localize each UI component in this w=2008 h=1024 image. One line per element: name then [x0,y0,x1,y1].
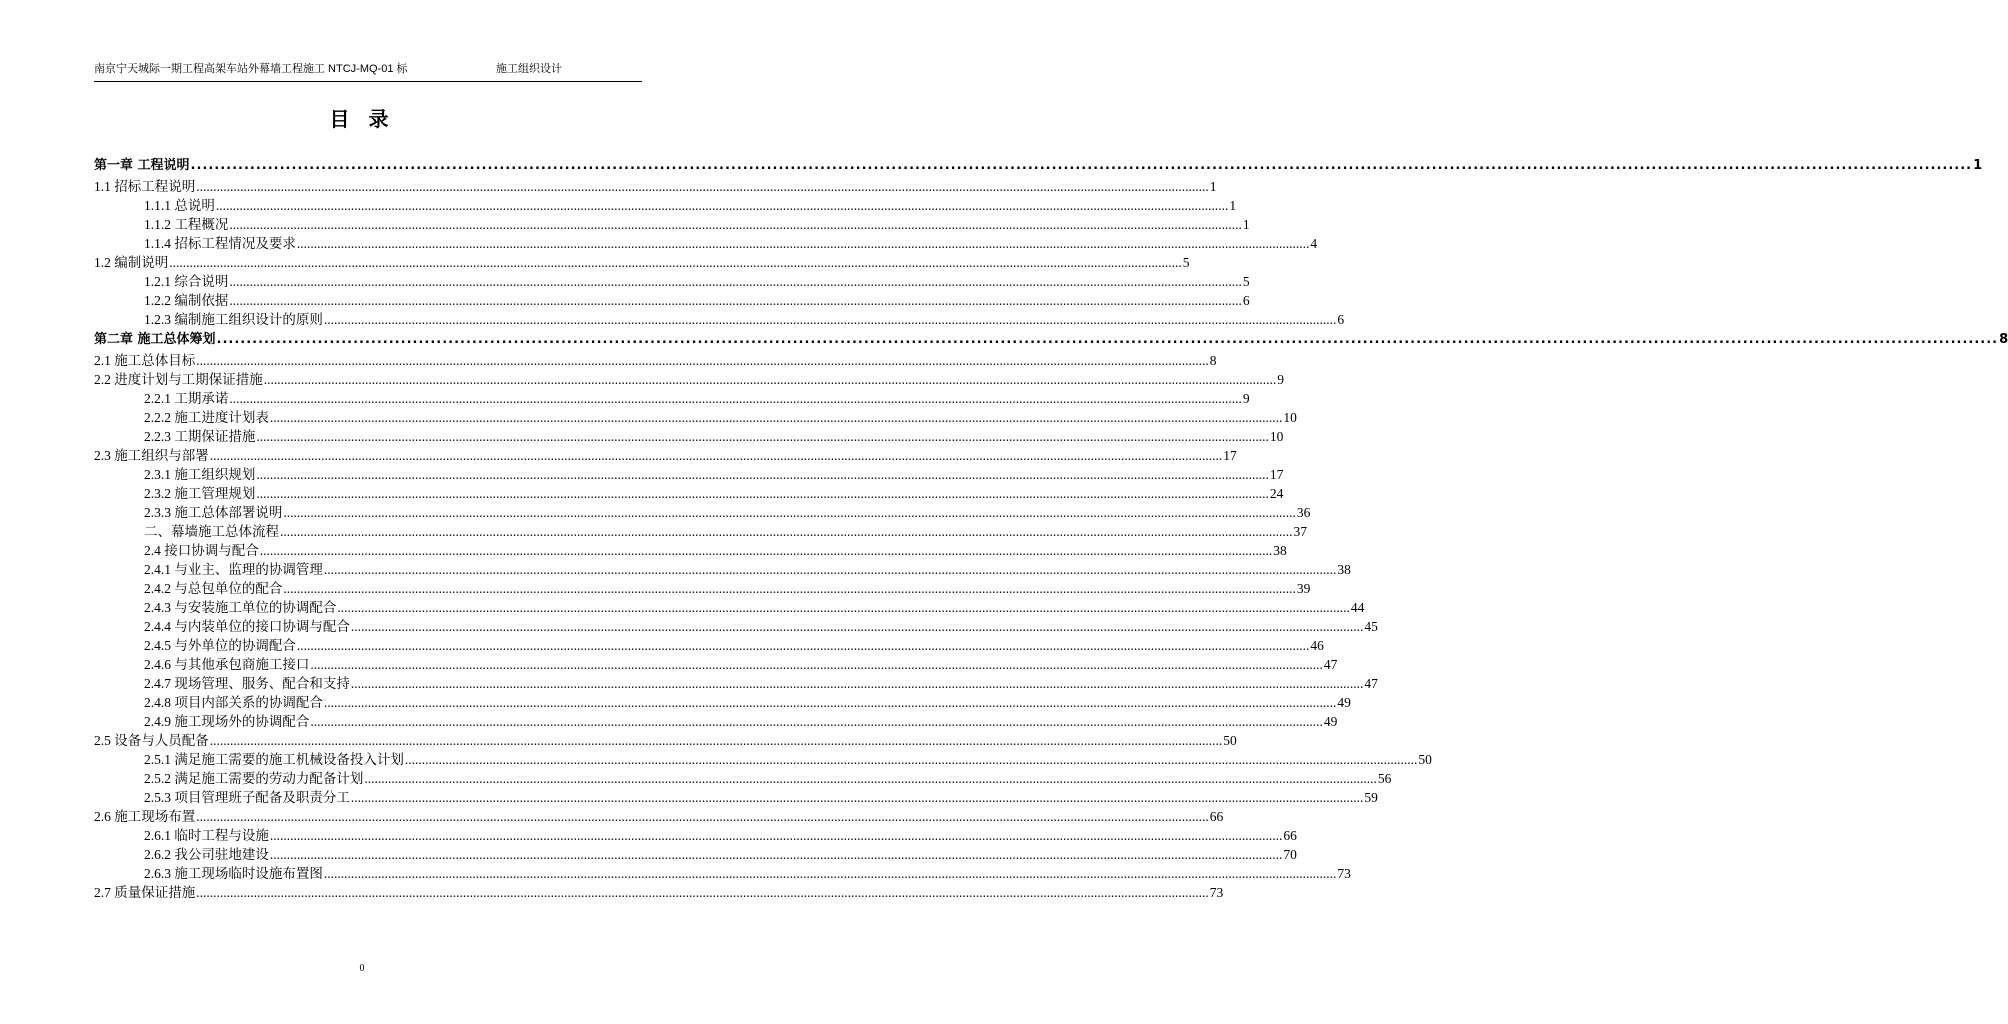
toc-entry-label: 2.2.2 施工进度计划表 [144,410,269,425]
toc-dot-leader: ............................................................................................................................................................................................................................................................................................................ [310,714,1323,729]
toc-entry[interactable] [94,655,1338,674]
toc-entry[interactable] [94,522,1307,541]
toc-entry-page: 1 [1209,179,1217,194]
toc-entry-page: 73 [1209,885,1224,900]
toc-entry-label: 2.1 施工总体目标 [94,353,196,368]
toc-entry-page: 50 [1418,752,1432,767]
toc-entry-page: 45 [1364,619,1378,634]
toc-title: 目 录 [329,107,395,131]
toc-entry-page: 38 [1337,562,1351,577]
toc-entry-label: 1.2.1 综合说明 [144,274,229,289]
toc-entry-label: 2.2.1 工期承诺 [144,391,229,406]
toc-dot-leader: ............................................................................................................................................................................................................................................................................................................ [229,217,1242,232]
toc-entry-label: 2.6.3 施工现场临时设施布置图 [144,866,323,881]
toc-entry-label: 2.3.3 施工总体部署说明 [144,505,283,520]
toc-dot-leader: ............................................................................................................................................................................................................................................................................................................ [169,255,1182,270]
toc-entry-page: 39 [1296,581,1311,596]
toc-dot-leader: ............................................................................................................................................................................................................................................................................................................ [350,676,1364,691]
toc-entry-label: 2.4.1 与业主、监理的协调管理 [144,562,323,577]
toc-entry-page: 50 [1223,733,1237,748]
toc-entry-page: 8 [1209,353,1217,368]
toc-entry-label: 2.5.2 满足施工需要的劳动力配备计划 [144,771,364,786]
toc-entry-page: 73 [1337,866,1351,881]
toc-entry[interactable] [94,864,1351,883]
toc-entry-page: 36 [1296,505,1311,520]
header-project-title: 南京宁天城际一期工程高架车站外幕墙工程施工 NTCJ-MQ-01 标 [94,63,408,75]
toc-chapter-entry[interactable] [94,155,1983,177]
toc-dot-leader: ............................................................................................................................................................................................................................................................................................................ [196,179,1209,194]
toc-entry-label: 2.3 施工组织与部署 [94,448,209,463]
toc-entry[interactable] [94,484,1284,503]
toc-entry-label: 2.4.2 与总包单位的配合 [144,581,283,596]
header-document-type: 施工组织设计 [496,63,562,75]
page-number: 0 [359,963,365,974]
toc-entry[interactable] [94,769,1392,788]
toc-entry[interactable] [94,750,1432,769]
toc-dot-leader: ............................................................................................................................................................................................................................................................................................................ [283,505,1296,520]
toc-entry-page: 5 [1182,255,1190,270]
toc-entry-label: 1.2.2 编制依据 [144,293,229,308]
toc-entry-page: 38 [1273,543,1287,558]
toc-dot-leader: ............................................................................................................................................................................................................................................................................................................ [215,198,1229,213]
toc-dot-leader: ............................................................................................................................................................................................................................................................................................................ [269,410,1283,425]
toc-entry-page: 1 [1229,198,1237,213]
table-of-contents [94,155,2008,902]
toc-entry[interactable] [94,253,1190,272]
toc-dot-leader: ............................................................................................................................................................................................................................................................................................................ [216,332,1999,347]
toc-entry-label: 2.4.5 与外单位的协调配合 [144,638,296,653]
toc-entry-page: 6 [1242,293,1250,308]
toc-entry[interactable] [94,826,1297,845]
toc-entry-label: 2.4.9 施工现场外的协调配合 [144,714,310,729]
toc-entry-page: 49 [1323,714,1338,729]
toc-entry[interactable] [94,234,1318,253]
toc-entry-page: 56 [1377,771,1392,786]
toc-entry-label: 2.2.3 工期保证措施 [144,429,256,444]
toc-dot-leader: ............................................................................................................................................................................................................................................................................................................ [296,236,1310,251]
toc-entry-page: 1 [1973,158,1983,173]
toc-entry-label: 2.3.2 施工管理规划 [144,486,256,501]
toc-dot-leader: ............................................................................................................................................................................................................................................................................................................ [229,293,1242,308]
toc-entry-label: 2.6 施工现场布置 [94,809,196,824]
toc-entry[interactable] [94,310,1345,329]
toc-entry-label: 2.6.1 临时工程与设施 [144,828,269,843]
toc-dot-leader: ............................................................................................................................................................................................................................................................................................................ [350,619,1364,634]
toc-entry[interactable] [94,845,1297,864]
toc-entry-label: 2.5.1 满足施工需要的施工机械设备投入计划 [144,752,404,767]
toc-entry-label: 二、幕墙施工总体流程 [144,524,279,539]
toc-entry-page: 9 [1242,391,1250,406]
toc-entry-label: 1.1 招标工程说明 [94,179,196,194]
toc-entry[interactable] [94,693,1351,712]
toc-dot-leader: ............................................................................................................................................................................................................................................................................................................ [256,429,1269,444]
toc-entry-page: 44 [1350,600,1365,615]
toc-entry-page: 4 [1310,236,1318,251]
toc-entry-page: 24 [1269,486,1284,501]
toc-entry[interactable] [94,465,1284,484]
toc-entry-page: 59 [1364,790,1378,805]
toc-entry-label: 2.6.2 我公司驻地建设 [144,847,269,862]
toc-entry-label: 2.4 接口协调与配合 [144,543,259,558]
toc-entry-page: 1 [1242,217,1250,232]
toc-entry-label: 2.3.1 施工组织规划 [144,467,256,482]
toc-entry[interactable] [94,674,1378,693]
toc-entry[interactable] [94,389,1250,408]
toc-dot-leader: ............................................................................................................................................................................................................................................................................................................ [196,353,1209,368]
toc-entry-label: 1.1.4 招标工程情况及要求 [144,236,296,251]
toc-dot-leader: ............................................................................................................................................................................................................................................................................................................ [190,158,1973,173]
toc-dot-leader: ............................................................................................................................................................................................................................................................................................................ [323,695,1337,710]
toc-dot-leader: ............................................................................................................................................................................................................................................................................................................ [364,771,1377,786]
toc-entry[interactable] [94,408,1297,427]
toc-entry[interactable] [94,807,1224,826]
toc-entry-page: 17 [1269,467,1284,482]
toc-dot-leader: ............................................................................................................................................................................................................................................................................................................ [256,467,1269,482]
toc-dot-leader: ............................................................................................................................................................................................................................................................................................................ [269,828,1283,843]
toc-dot-leader: ............................................................................................................................................................................................................................................................................................................ [209,448,1223,463]
toc-entry-label: 2.4.6 与其他承包商施工接口 [144,657,310,672]
toc-dot-leader: ............................................................................................................................................................................................................................................................................................................ [404,752,1418,767]
toc-dot-leader: ............................................................................................................................................................................................................................................................................................................ [283,581,1296,596]
toc-dot-leader: ............................................................................................................................................................................................................................................................................................................ [263,372,1277,387]
toc-entry[interactable] [94,617,1378,636]
toc-entry-page: 49 [1337,695,1351,710]
toc-entry-label: 1.2.3 编制施工组织设计的原则 [144,312,323,327]
toc-entry-page: 17 [1223,448,1237,463]
toc-entry-label: 2.7 质量保证措施 [94,885,196,900]
toc-entry[interactable] [94,272,1250,291]
toc-entry-label: 2.4.8 项目内部关系的协调配合 [144,695,323,710]
toc-entry-page: 10 [1283,410,1297,425]
toc-entry[interactable] [94,503,1311,522]
toc-dot-leader: ............................................................................................................................................................................................................................................................................................................ [256,486,1269,501]
toc-dot-leader: ............................................................................................................................................................................................................................................................................................................ [350,790,1364,805]
toc-dot-leader: ............................................................................................................................................................................................................................................................................................................ [229,391,1242,406]
toc-entry-page: 37 [1293,524,1307,539]
toc-entry-label: 2.4.7 现场管理、服务、配合和支持 [144,676,350,691]
toc-entry[interactable] [94,215,1250,234]
toc-entry-label: 1.1.1 总说明 [144,198,215,213]
toc-entry[interactable] [94,579,1311,598]
toc-dot-leader: ............................................................................................................................................................................................................................................................................................................ [229,274,1242,289]
toc-entry-label: 2.5 设备与人员配备 [94,733,209,748]
toc-entry[interactable] [94,177,1217,196]
toc-entry-page: 6 [1337,312,1345,327]
toc-entry[interactable] [94,731,1237,750]
toc-entry[interactable] [94,712,1338,731]
header-divider [94,81,642,82]
toc-entry[interactable] [94,370,1284,389]
toc-dot-leader: ............................................................................................................................................................................................................................................................................................................ [269,847,1283,862]
toc-dot-leader: ............................................................................................................................................................................................................................................................................................................ [323,312,1337,327]
toc-entry[interactable] [94,598,1365,617]
running-header [94,60,642,80]
toc-entry-page: 46 [1310,638,1324,653]
toc-entry-label: 第一章 工程说明 [94,158,190,173]
toc-dot-leader: ............................................................................................................................................................................................................................................................................................................ [310,657,1323,672]
toc-chapter-entry[interactable] [94,329,2008,351]
toc-entry[interactable] [94,446,1237,465]
toc-entry-label: 1.2 编制说明 [94,255,169,270]
toc-entry-label: 2.4.3 与安装施工单位的协调配合 [144,600,337,615]
toc-dot-leader: ............................................................................................................................................................................................................................................................................................................ [323,866,1337,881]
toc-entry[interactable] [94,541,1287,560]
toc-dot-leader: ............................................................................................................................................................................................................................................................................................................ [196,809,1209,824]
toc-entry-page: 5 [1242,274,1250,289]
toc-dot-leader: ............................................................................................................................................................................................................................................................................................................ [209,733,1223,748]
toc-dot-leader: ............................................................................................................................................................................................................................................................................................................ [323,562,1337,577]
toc-dot-leader: ............................................................................................................................................................................................................................................................................................................ [337,600,1350,615]
toc-entry-page: 9 [1277,372,1284,387]
toc-entry[interactable] [94,636,1324,655]
toc-entry-page: 10 [1269,429,1284,444]
toc-entry[interactable] [94,291,1250,310]
toc-entry[interactable] [94,788,1378,807]
toc-entry[interactable] [94,351,1217,370]
toc-entry-label: 2.2 进度计划与工期保证措施 [94,372,263,387]
toc-entry[interactable] [94,427,1284,446]
toc-entry-page: 66 [1283,828,1297,843]
toc-entry-label: 第二章 施工总体筹划 [94,332,216,347]
toc-entry[interactable] [94,883,1224,902]
toc-entry-page: 8 [1999,332,2008,347]
toc-entry-label: 2.4.4 与内装单位的接口协调与配合 [144,619,350,634]
toc-entry-page: 47 [1323,657,1338,672]
toc-entry-page: 47 [1364,676,1378,691]
toc-entry-page: 66 [1209,809,1224,824]
toc-dot-leader: ............................................................................................................................................................................................................................................................................................................ [259,543,1273,558]
toc-entry-page: 70 [1283,847,1297,862]
toc-entry-label: 2.5.3 项目管理班子配备及职责分工 [144,790,350,805]
toc-entry[interactable] [94,560,1351,579]
toc-dot-leader: ............................................................................................................................................................................................................................................................................................................ [280,524,1293,539]
toc-dot-leader: ............................................................................................................................................................................................................................................................................................................ [296,638,1310,653]
toc-entry-label: 1.1.2 工程概况 [144,217,229,232]
toc-dot-leader: ............................................................................................................................................................................................................................................................................................................ [196,885,1209,900]
toc-entry[interactable] [94,196,1237,215]
